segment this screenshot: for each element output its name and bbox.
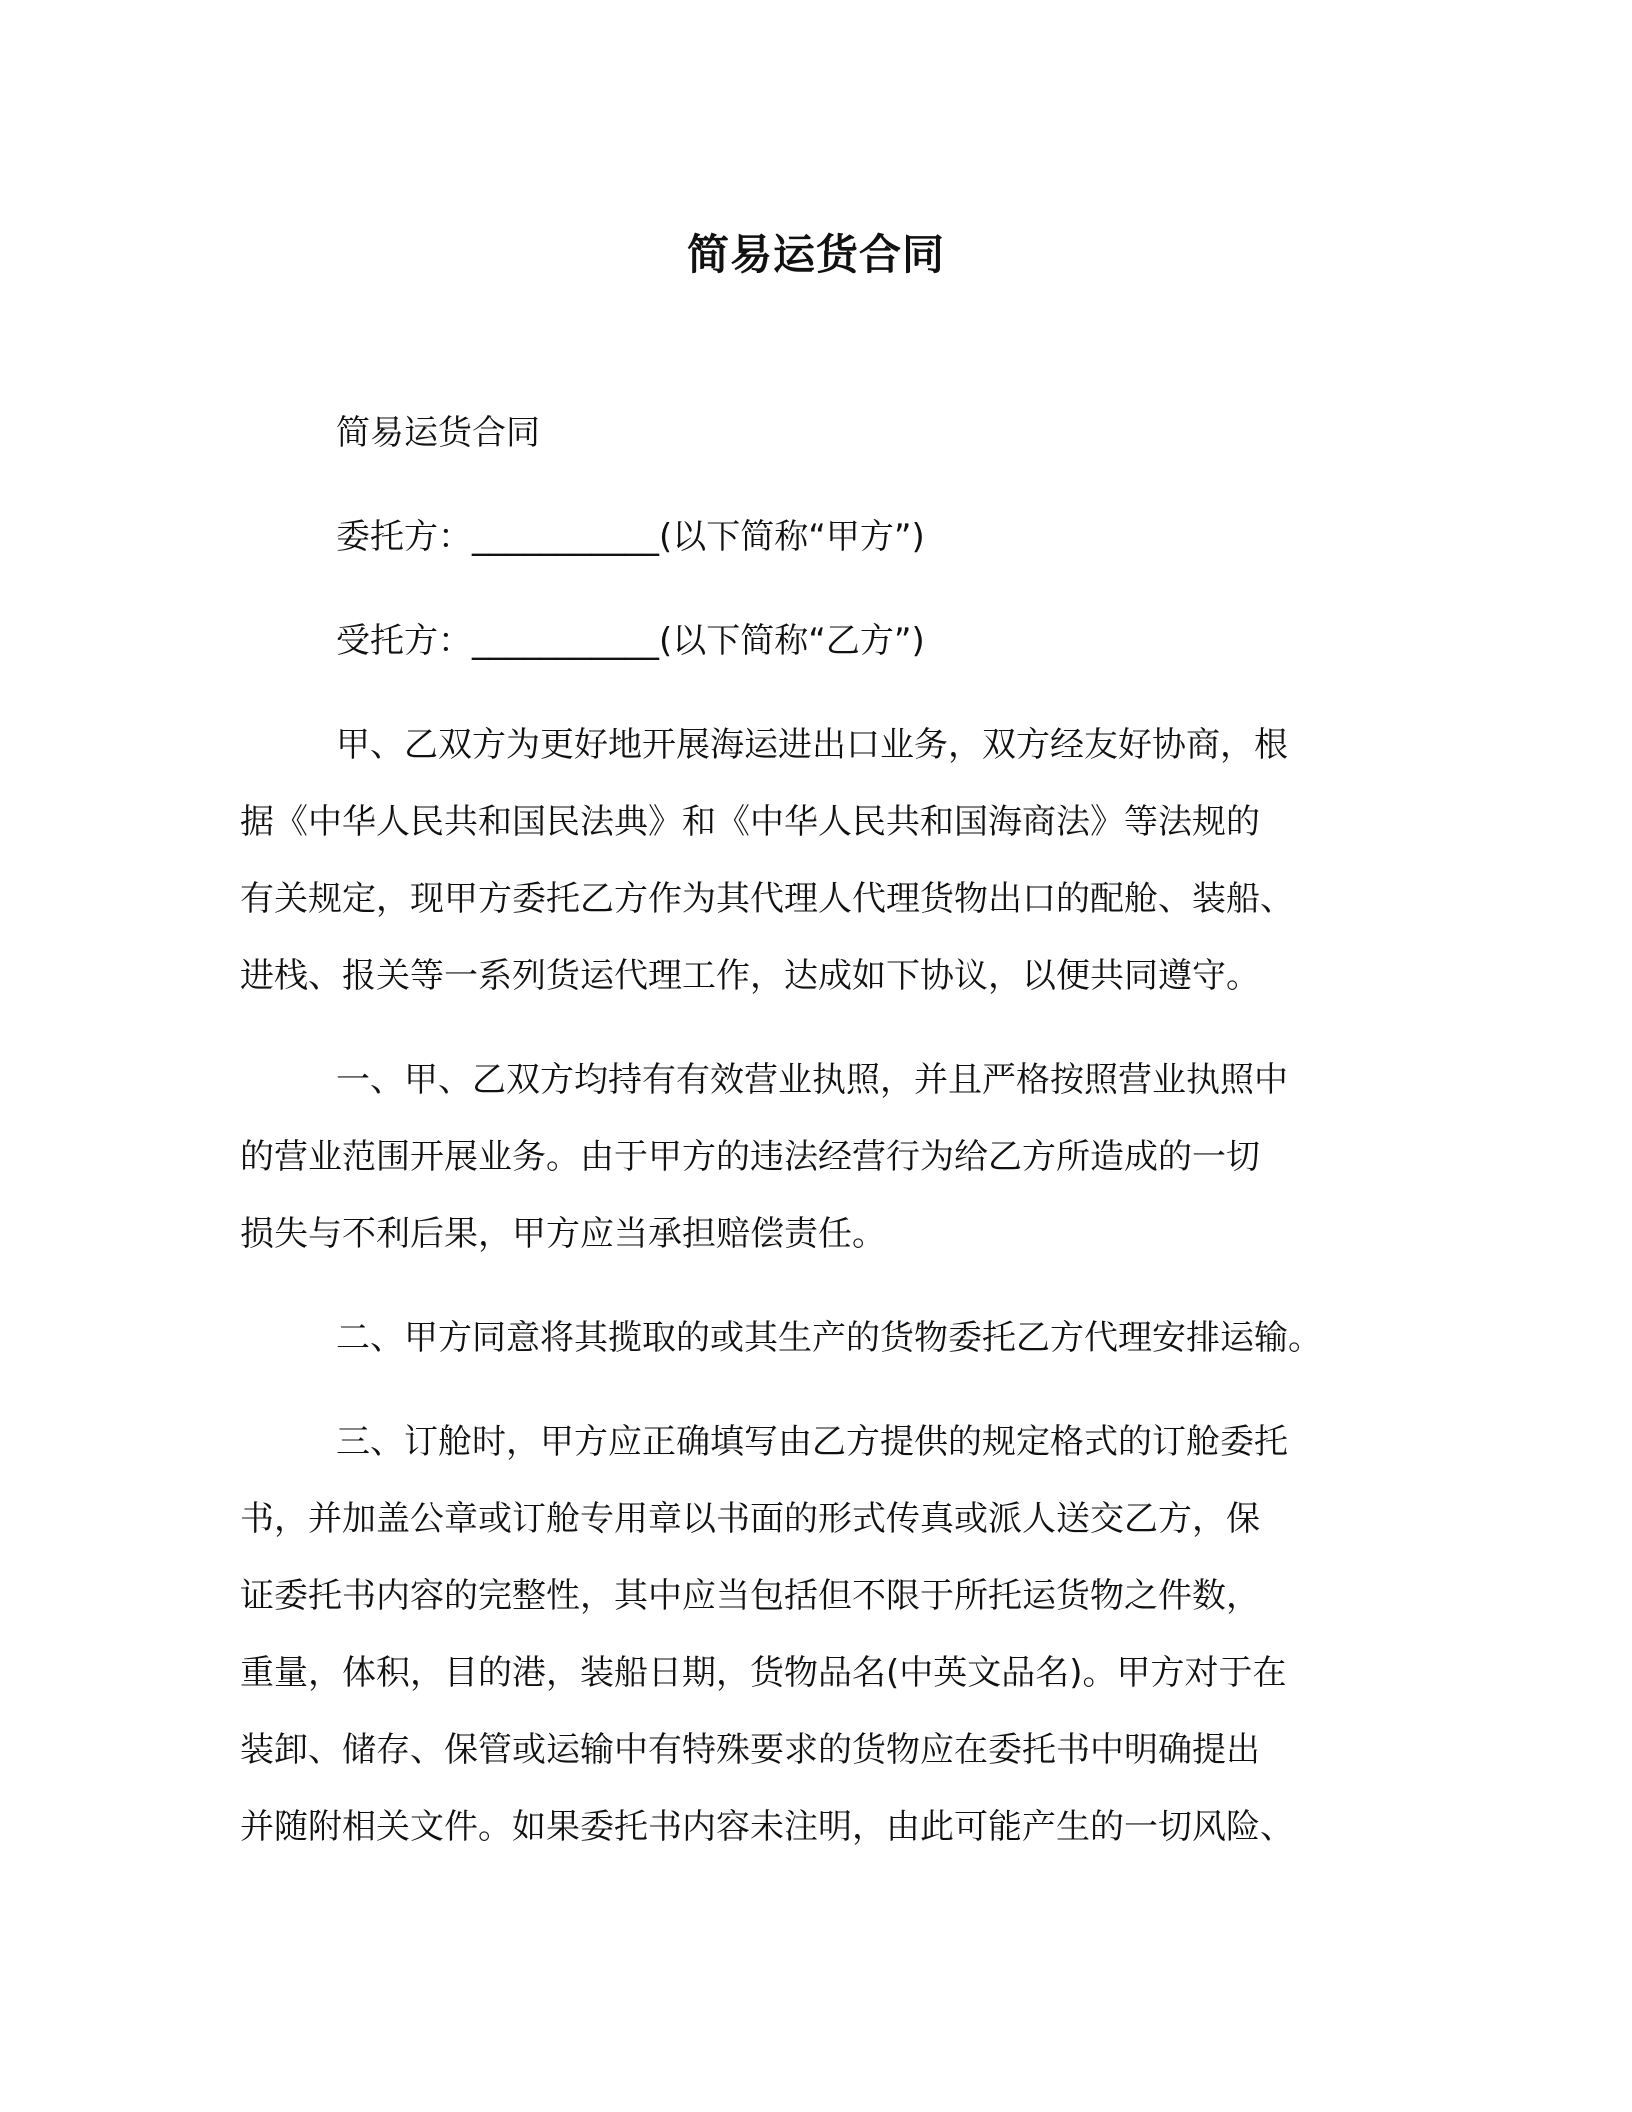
intro-line: 据《中华人民共和国民法典》和《中华人民共和国海商法》等法规的: [240, 802, 1260, 842]
subtitle-text: 简易运货合同: [336, 413, 540, 453]
clause-line: 二、甲方同意将其揽取的或其生产的货物委托乙方代理安排运输。: [336, 1318, 1322, 1358]
clause-line: 三、订舱时，甲方应正确填写由乙方提供的规定格式的订舱委托: [336, 1422, 1288, 1462]
clause-line: 一、甲、乙双方均持有有效营业执照，并且严格按照营业执照中: [336, 1060, 1288, 1100]
document-title: 简易运货合同: [686, 230, 945, 279]
document-subtitle: [240, 395, 1400, 472]
clause-line: 书，并加盖公章或订舱专用章以书面的形式传真或派人送交乙方，保: [240, 1499, 1260, 1539]
clause-line: 的营业范围开展业务。由于甲方的违法经营行为给乙方所造成的一切: [240, 1137, 1260, 1177]
intro-line: 甲、乙双方为更好地开展海运进出口业务，双方经友好协商，根: [336, 725, 1288, 765]
clause-1-paragraph: [240, 1042, 1400, 1273]
clause-3-paragraph: [240, 1404, 1400, 1866]
party-a-text: 委托方：___________(以下简称“甲方”): [336, 517, 925, 557]
intro-line: 进栈、报关等一系列货运代理工作，达成如下协议，以便共同遵守。: [240, 956, 1260, 996]
clause-line: 重量，体积，目的港，装船日期，货物品名(中英文品名)。甲方对于在: [240, 1653, 1287, 1693]
party-b-line: [240, 603, 1400, 680]
intro-paragraph: [240, 707, 1400, 1015]
clause-line: 证委托书内容的完整性，其中应当包括但不限于所托运货物之件数，: [240, 1576, 1260, 1616]
intro-line: 有关规定，现甲方委托乙方作为其代理人代理货物出口的配舱、装船、: [240, 879, 1294, 919]
party-b-text: 受托方：___________(以下简称“乙方”): [336, 621, 925, 661]
document-body: [240, 395, 1400, 1866]
clause-line: 并随附相关文件。如果委托书内容未注明，由此可能产生的一切风险、: [240, 1807, 1294, 1847]
party-a-line: [240, 499, 1400, 576]
clause-line: 装卸、储存、保管或运输中有特殊要求的货物应在委托书中明确提出: [240, 1730, 1260, 1770]
clause-2-paragraph: [240, 1300, 1400, 1377]
clause-line: 损失与不利后果，甲方应当承担赔偿责任。: [240, 1214, 886, 1254]
